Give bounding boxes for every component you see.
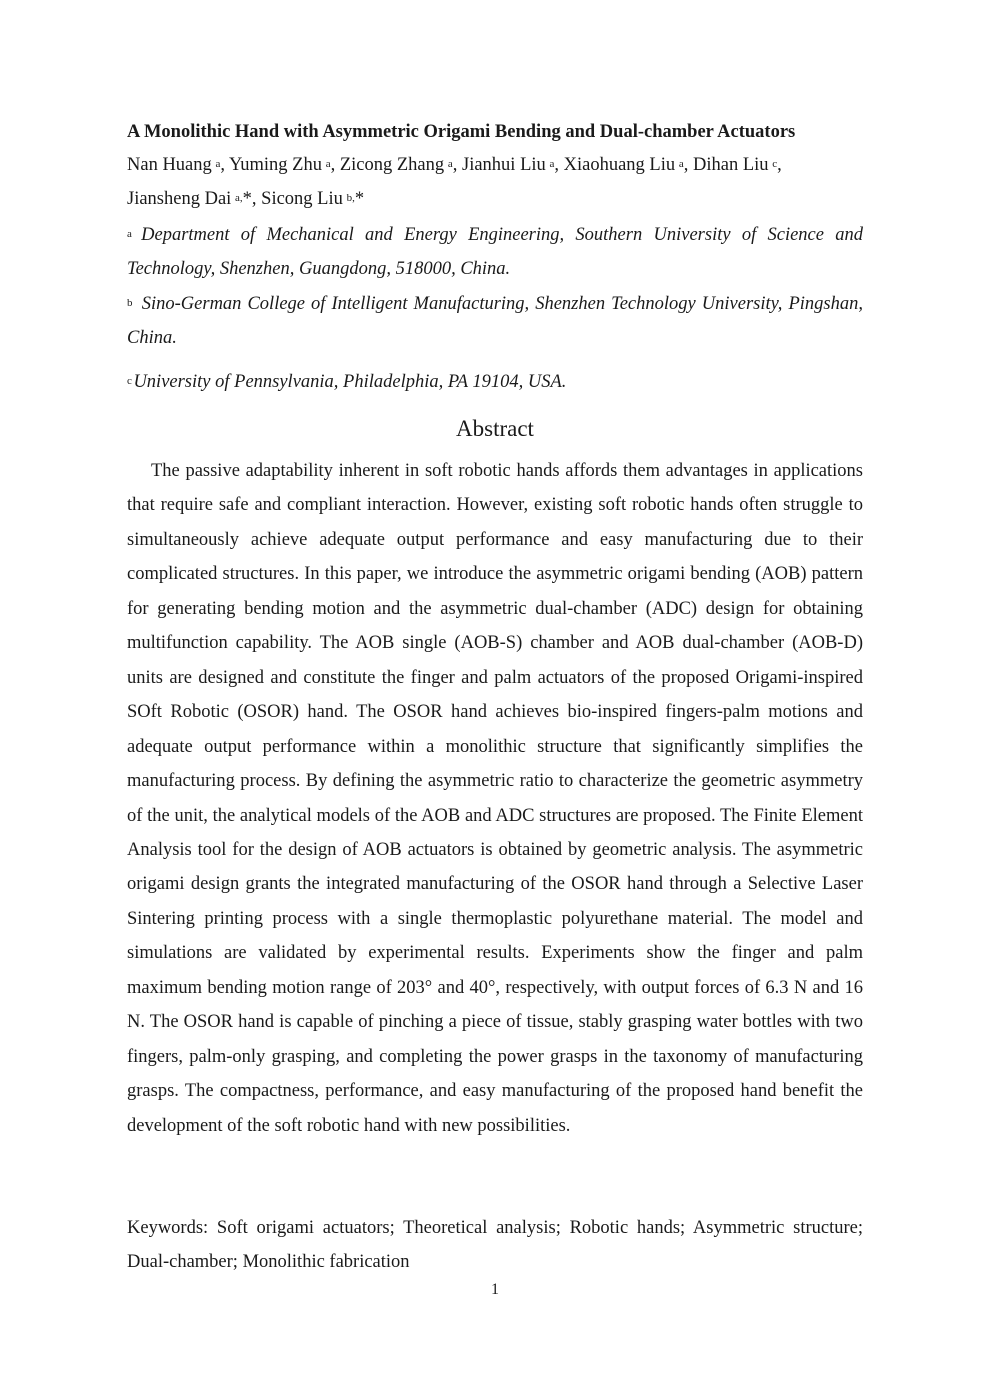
affiliation-mark: a xyxy=(127,228,132,240)
affiliation-mark: c xyxy=(127,375,132,387)
author-affiliation-mark: a xyxy=(215,158,221,170)
paper-page xyxy=(127,0,863,1400)
author-name: Dihan Liu xyxy=(692,155,769,175)
affiliation-a xyxy=(127,218,863,287)
affiliation-c xyxy=(127,365,863,399)
author xyxy=(229,155,340,175)
keywords: Keywords: Soft origami actuators; Theoretical analysis; Robotic hands; Asymmetric structure; Dual-chamber; Monolithic fabrication xyxy=(127,1218,863,1273)
author xyxy=(127,155,229,175)
author-separator: , xyxy=(220,155,229,175)
author xyxy=(693,155,782,175)
author-affiliation-mark: b, xyxy=(346,192,355,205)
affiliation-mark: b xyxy=(127,297,133,309)
author-name: Jianhui Liu xyxy=(462,155,546,175)
affiliation-text: University of Pennsylvania, Philadelphia, PA 19104, USA. xyxy=(133,372,567,392)
author-separator: * xyxy=(354,189,365,210)
paper-title: A Monolithic Hand with Asymmetric Origami Bending and Dual-chamber Actuators xyxy=(127,122,796,142)
author-separator: , xyxy=(554,155,564,175)
author-affiliation-mark: a xyxy=(447,158,453,170)
affiliation-text: Sino-German College of Intelligent Manufacturing, Shenzhen Technology University, Pingshan, China. xyxy=(127,294,863,349)
author-affiliation-mark: a xyxy=(549,158,555,170)
author-name: Zicong Zhang xyxy=(339,155,445,175)
author xyxy=(340,155,462,175)
author-affiliation-mark: c xyxy=(772,158,778,170)
page-number: 1 xyxy=(491,1281,499,1298)
affiliation-b xyxy=(127,287,863,356)
author xyxy=(564,155,693,175)
author xyxy=(261,189,364,209)
author-separator: , xyxy=(452,155,462,175)
author-affiliation-mark: a xyxy=(678,158,684,170)
author-separator: , xyxy=(777,155,782,175)
abstract-body: The passive adaptability inherent in soft robotic hands affords them advantages in applications that require safe and compliant interaction. However, existing soft robotic hands often struggle to simultaneously achieve adequate output performance and easy manufacturing due to their complicated structures. In this paper, we introduce the asymmetric origami bending (AOB) pattern for generating bending motion and the asymmetric dual-chamber (ADC) design for obtaining multifunction capability. The AOB single (AOB-S) chamber and AOB dual-chamber (AOB-D) units are designed and constitute the finger and palm actuators of the proposed Origami-inspired SOft Robotic (OSOR) hand. The OSOR hand achieves bio-inspired fingers-palm motions and adequate output performance within a monolithic structure that significantly simplifies the manufacturing process. By defining the asymmetric ratio to characterize the geometric asymmetry of the unit, the analytical models of the AOB and ADC structures are proposed. The Finite Element Analysis tool for the design of AOB actuators is obtained by geometric analysis. The asymmetric origami design grants the integrated manufacturing of the OSOR hand through a Selective Laser Sintering printing process with a single thermoplastic polyurethane material. The model and simulations are validated by experimental results. Experiments show the finger and palm maximum bending motion range of 203° and 40°, respectively, with output forces of 6.3 N and 16 N. The OSOR hand is capable of pinching a piece of tissue, stably grasping water bottles with two fingers, palm-only grasping, and completing the power grasps in the taxonomy of manufacturing grasps. The compactness, performance, and easy manufacturing of the proposed hand benefit the development of the soft robotic hand with new possibilities. xyxy=(127,461,863,1136)
author-name: Sicong Liu xyxy=(261,189,343,210)
author-list xyxy=(127,148,863,217)
author-name: Jiansheng Dai xyxy=(127,189,232,210)
abstract-heading: Abstract xyxy=(456,416,534,441)
author-affiliation-mark: a, xyxy=(235,192,243,205)
author-separator: , xyxy=(330,155,340,175)
author xyxy=(127,189,261,209)
author-affiliation-mark: a xyxy=(325,158,331,170)
author-separator: , xyxy=(683,155,693,175)
author-name: Nan Huang xyxy=(127,155,212,175)
author-separator: *, xyxy=(242,189,262,210)
author-name: Xiaohuang Liu xyxy=(563,155,676,175)
author xyxy=(462,155,564,175)
affiliation-text: Department of Mechanical and Energy Engineering, Southern University of Science and Technology, Shenzhen, Guangdong, 518000, China. xyxy=(127,225,863,280)
author-name: Yuming Zhu xyxy=(228,155,322,175)
